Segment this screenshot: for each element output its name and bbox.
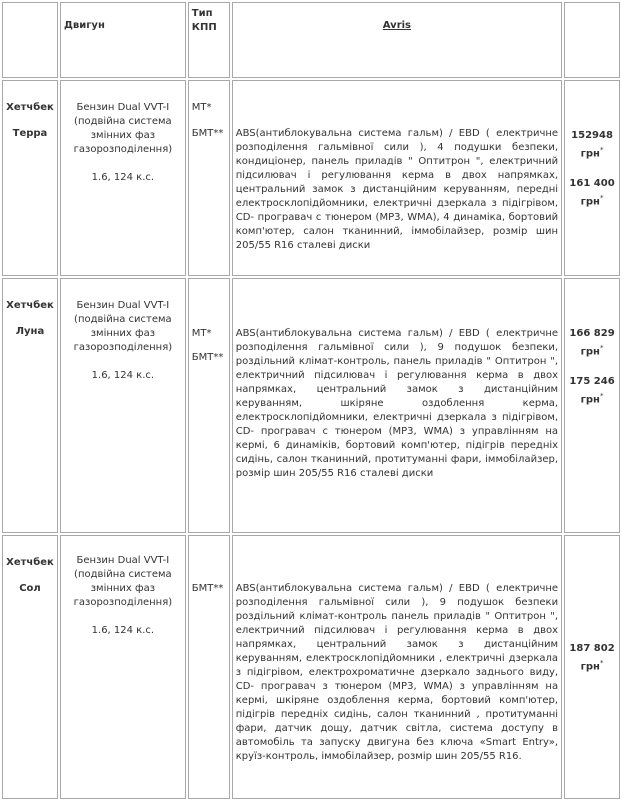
engine-cell [60, 278, 186, 533]
header-gearbox-line2: КПП [191, 22, 217, 33]
gearbox-option: MT* [191, 102, 212, 113]
header-price [564, 2, 620, 78]
price-value: 166 829 [569, 328, 615, 339]
equipment-cell: ABS(антиблокувальна система гальм) / EBD ( електричне розподілення гальмівної сили ), 9 подушок безпеки, роздільний клімат-контроль, панель приладів " Оптитрон ", електричний підсилювач і регулювання керма в двох напрямках, центральний замок з дистанційним керуванням, шкіряне оздоблення керма, електросклопідйомники, електричні дзеркала з підігрівом, CD- програвач с тюнером (MP3, WMA) з управлінням на кермі, 6 динаміків, бортовий комп'ютер, підігрів передніх сидінь, салон тканинний, протитуманні фари, іммобілайзер, розмір шин 205/55 R16 сталеві диски [232, 278, 562, 533]
price-currency: грн* [580, 344, 604, 358]
header-engine: Двигун [60, 2, 186, 78]
price-value: 161 400 [569, 178, 615, 190]
engine-spec: 1.6, 124 к.с. [91, 625, 155, 636]
price-currency: грн* [580, 146, 604, 160]
price-currency: грн* [580, 659, 604, 673]
price-value: 152948 [571, 130, 613, 141]
engine-cell [60, 535, 186, 799]
price-value: 187 802 [569, 643, 615, 654]
engine-name: Бензин Dual VVT-I [76, 102, 170, 113]
header-gearbox [188, 2, 230, 78]
price-cell [564, 535, 620, 799]
trim-name: Сол [19, 583, 41, 594]
table-row [2, 278, 620, 533]
model-cell [2, 80, 58, 276]
gearbox-cell [188, 80, 230, 276]
engine-spec: 1.6, 124 к.с. [91, 370, 155, 381]
engine-name: Бензин Dual VVT-I [76, 300, 170, 311]
price-cell [564, 278, 620, 533]
model-cell [2, 535, 58, 799]
header-model[interactable] [232, 2, 562, 78]
body-type: Хетчбек [6, 300, 54, 311]
body-type: Хетчбек [6, 557, 54, 568]
model-link[interactable]: Avris [382, 20, 412, 31]
engine-name: Бензин Dual VVT-I [76, 555, 170, 566]
equipment-cell: ABS(антиблокувальна система гальм) / EBD ( електричне розподілення гальмівної сили ), 9 подушок безпеки роздільний клімат-контроль панель приладів " Оптитрон ", електричний підсилювач і регулювання керма в двох напрямках, центральний замок з дистанційним керуванням, електросклопідйомники , електричні дзеркала з підігрівом, електрохроматичне дзеркало заднього виду, CD- програвач з тюнером (MP3, WMA) з управлінням на кермі, шкіряне оздоблення керма, бортовий комп'ютер, підігрів передніх сидінь, салон тканинний , протитуманні фари, датчик дощу, датчик світла, система доступу в автомобіль та запуску двигуна без ключа «Smart Entry», круїз-контроль, іммобілайзер, розмір шин 205/55 R16. [232, 535, 562, 799]
header-gearbox-line1: Тип [191, 8, 213, 19]
price-currency: грн* [580, 392, 604, 406]
header-row [2, 2, 620, 78]
gearbox-option: MT* [191, 328, 212, 339]
gearbox-option: БМТ** [191, 128, 224, 139]
body-type: Хетчбек [6, 102, 54, 113]
gearbox-option: БМТ** [191, 352, 224, 363]
price-currency: грн* [580, 194, 604, 208]
gearbox-cell [188, 535, 230, 799]
engine-spec: 1.6, 124 к.с. [91, 172, 155, 183]
trim-name: Луна [15, 326, 45, 337]
table-row [2, 535, 620, 799]
gearbox-option: БМТ** [191, 583, 224, 594]
equipment-cell: ABS(антиблокувальна система гальм) / EBD ( електричне розподілення гальмівної сили ), 4 подушки безпеки, кондиціонер, панель приладів " Оптитрон ", електричний підсилювач і регулювання керма в двох напрямках, центральний замок з дистанційним керуванням, передні електросклопідйомники, електричні дзеркала з підігрівом, CD- програвач с тюнером (MP3, WMA), 4 динаміка, бортовий комп'ютер, салон тканинний, іммобілайзер, розмір шин 205/55 R16 сталеві диски [232, 80, 562, 276]
price-value: 175 246 [569, 376, 615, 388]
engine-desc: (подвійна система змінних фаз газорозподілення) [73, 314, 173, 353]
gearbox-cell [188, 278, 230, 533]
price-cell [564, 80, 620, 276]
model-cell [2, 278, 58, 533]
engine-cell [60, 80, 186, 276]
header-blank [2, 2, 58, 78]
engine-desc: (подвійна система змінних фаз газорозподілення) [73, 116, 173, 155]
trim-name: Терра [12, 128, 48, 139]
table-row [2, 80, 620, 276]
engine-desc: (подвійна система змінних фаз газорозподілення) [73, 569, 173, 608]
